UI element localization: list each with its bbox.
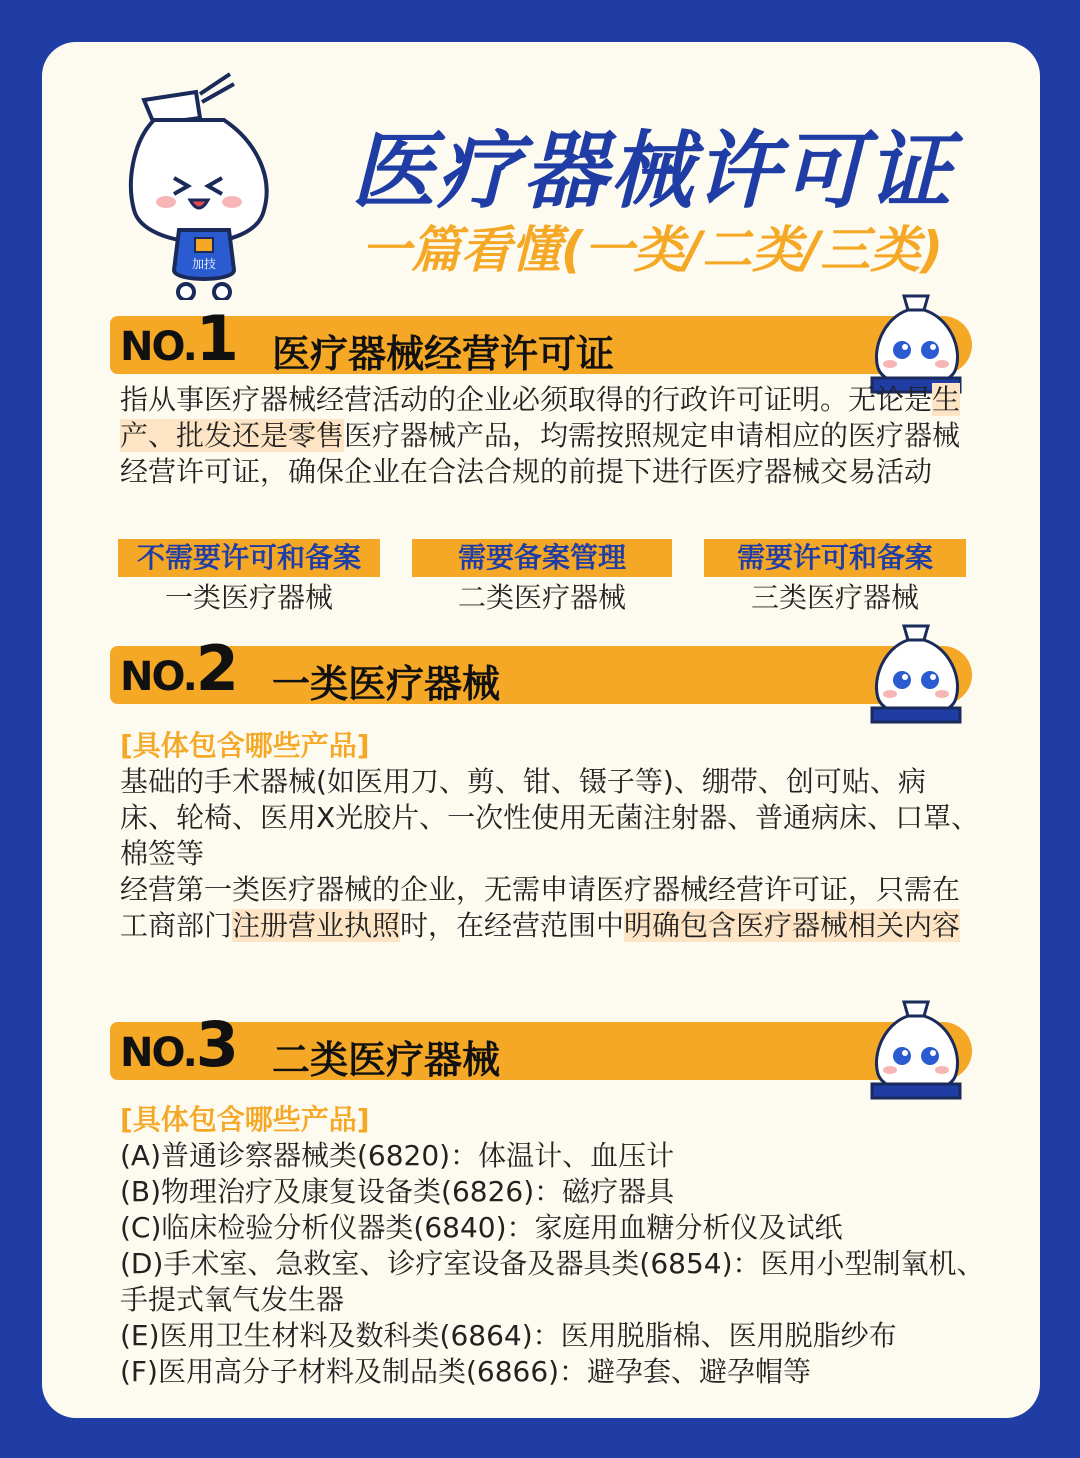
- tag-filing: 需要备案管理: [412, 539, 672, 577]
- list-item: (B)物理治疗及康复设备类(6826)：磁疗器具: [120, 1175, 675, 1208]
- tag-license-filing: 需要许可和备案: [704, 539, 966, 577]
- page-title: 医疗器械许可证: [350, 122, 953, 220]
- list-item: (F)医用高分子材料及制品类(6866)：避孕套、避孕帽等: [120, 1355, 812, 1388]
- section-1-title: 医疗器械经营许可证: [272, 332, 615, 376]
- section-2-number: NO.2: [120, 632, 239, 705]
- tag-class-3: 三类医疗器械: [750, 581, 919, 614]
- list-item: (E)医用卫生材料及数科类(6864)：医用脱脂棉、医用脱脂纱布: [120, 1319, 897, 1352]
- section-2-note: 经营第一类医疗器械的企业，无需申请医疗器械经营许可证，只需在工商部门注册营业执照时，在经营范围中明确包含医疗器械相关内容: [120, 873, 961, 942]
- tag-class-2: 二类医疗器械: [457, 581, 626, 614]
- section-2-title: 一类医疗器械: [272, 662, 501, 706]
- section-3-title: 二类医疗器械: [272, 1038, 501, 1082]
- tag-class-1: 一类医疗器械: [164, 581, 333, 614]
- section-1-description: 指从事医疗器械经营活动的企业必须取得的行政许可证明。无论是生产、批发还是零售医疗器械产品，均需按照规定申请相应的医疗器械经营许可证，确保企业在合法合规的前提下进行医疗器械交易活动: [120, 383, 961, 488]
- section-2-body: [120, 728, 980, 944]
- content-card: [42, 42, 1040, 1418]
- list-item: (D)手术室、急救室、诊疗室设备及器具类(6854)：医用小型制氧机、: [120, 1247, 985, 1280]
- tag-no-license: 不需要许可和备案: [118, 539, 380, 577]
- mascot-small-icon: [864, 994, 968, 1104]
- list-item: (C)临床检验分析仪器类(6840)：家庭用血糖分析仪及试纸: [120, 1211, 843, 1244]
- highlight-text: 注册营业执照: [232, 909, 401, 942]
- mascot-illustration: [104, 60, 304, 300]
- mascot-badge-text: 加技: [191, 257, 217, 271]
- section-3-number: NO.3: [120, 1008, 239, 1081]
- section-3-header-bar: [110, 1022, 972, 1080]
- highlight-text: 生产、批发还是零售: [120, 383, 961, 452]
- products-label: [具体包含哪些产品]: [120, 729, 370, 762]
- products-label: [具体包含哪些产品]: [120, 1103, 370, 1136]
- list-item: 手提式氧气发生器: [120, 1283, 345, 1316]
- page-subtitle: 一篇看懂(一类/二类/三类): [360, 221, 944, 279]
- section-2-products: 基础的手术器械(如医用刀、剪、钳、镊子等)、绷带、创可贴、病床、轮椅、医用X光胶片、一次性使用无菌注射器、普通病床、口罩、棉签等: [120, 765, 980, 870]
- highlight-text: 明确包含医疗器械相关内容: [624, 909, 961, 942]
- section-3-body: [120, 1102, 985, 1390]
- section-1-number: NO.1: [120, 302, 239, 375]
- mascot-small-icon: [864, 618, 968, 728]
- section-2-header-bar: [110, 646, 972, 704]
- list-item: (A)普通诊察器械类(6820)：体温计、血压计: [120, 1139, 675, 1172]
